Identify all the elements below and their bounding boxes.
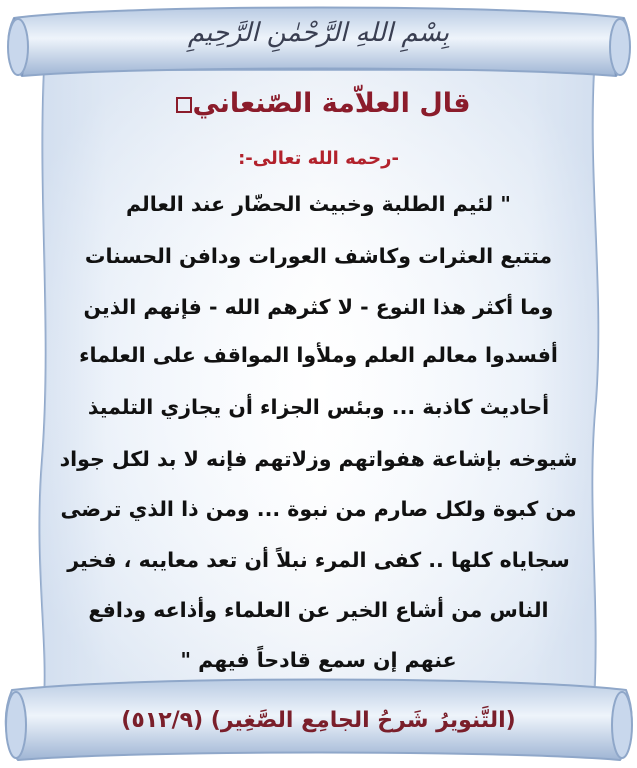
scroll-content <box>40 0 597 768</box>
quote-line: شيوخه بإشاعة هفواتهم وزلاتهم فإنه لا بد لكل جواد <box>59 447 578 471</box>
quote-line: عنهم إن سمع قادحاً فيهم " <box>180 648 457 672</box>
subtitle: -رحمه الله تعالى-: <box>238 148 399 169</box>
quote-line: أحاديث كاذبة ... وبئس الجزاء أن يجازي التلميذ <box>87 395 550 419</box>
quote-line: " لئيم الطلبة وخبيث الحضّار عند العالم <box>125 192 511 216</box>
title-text: قال العلاّمة الصّنعاني <box>192 88 471 119</box>
quote-line: سجاياه كلها .. كفى المرء نبلاً أن تعد معايبه ، فخير <box>67 548 570 572</box>
quote-line: متتبع العثرات وكاشف العورات ودافن الحسنات <box>84 244 553 268</box>
basmala-calligraphy: بِسْمِ اللهِ الرَّحْمٰنِ الرَّحِيمِ <box>187 18 450 48</box>
quote-line: أفسدوا معالم العلم وملأوا المواقف على العلماء <box>79 343 558 367</box>
quote-line: وما أكثر هذا النوع - لا كثرهم الله - فإنهم الذين <box>83 295 554 319</box>
source-citation: (التَّنويرُ شَرحُ الجامِع الصَّغِير) (٥١٢/٩) <box>121 708 516 733</box>
checkbox-square-icon <box>176 97 192 113</box>
page-title <box>40 88 597 119</box>
quote-line: من كبوة ولكل صارم من نبوة ... ومن ذا الذي ترضى <box>60 497 577 521</box>
quote-line: الناس من أشاع الخير عن العلماء وأذاعه ودافع <box>88 598 549 622</box>
